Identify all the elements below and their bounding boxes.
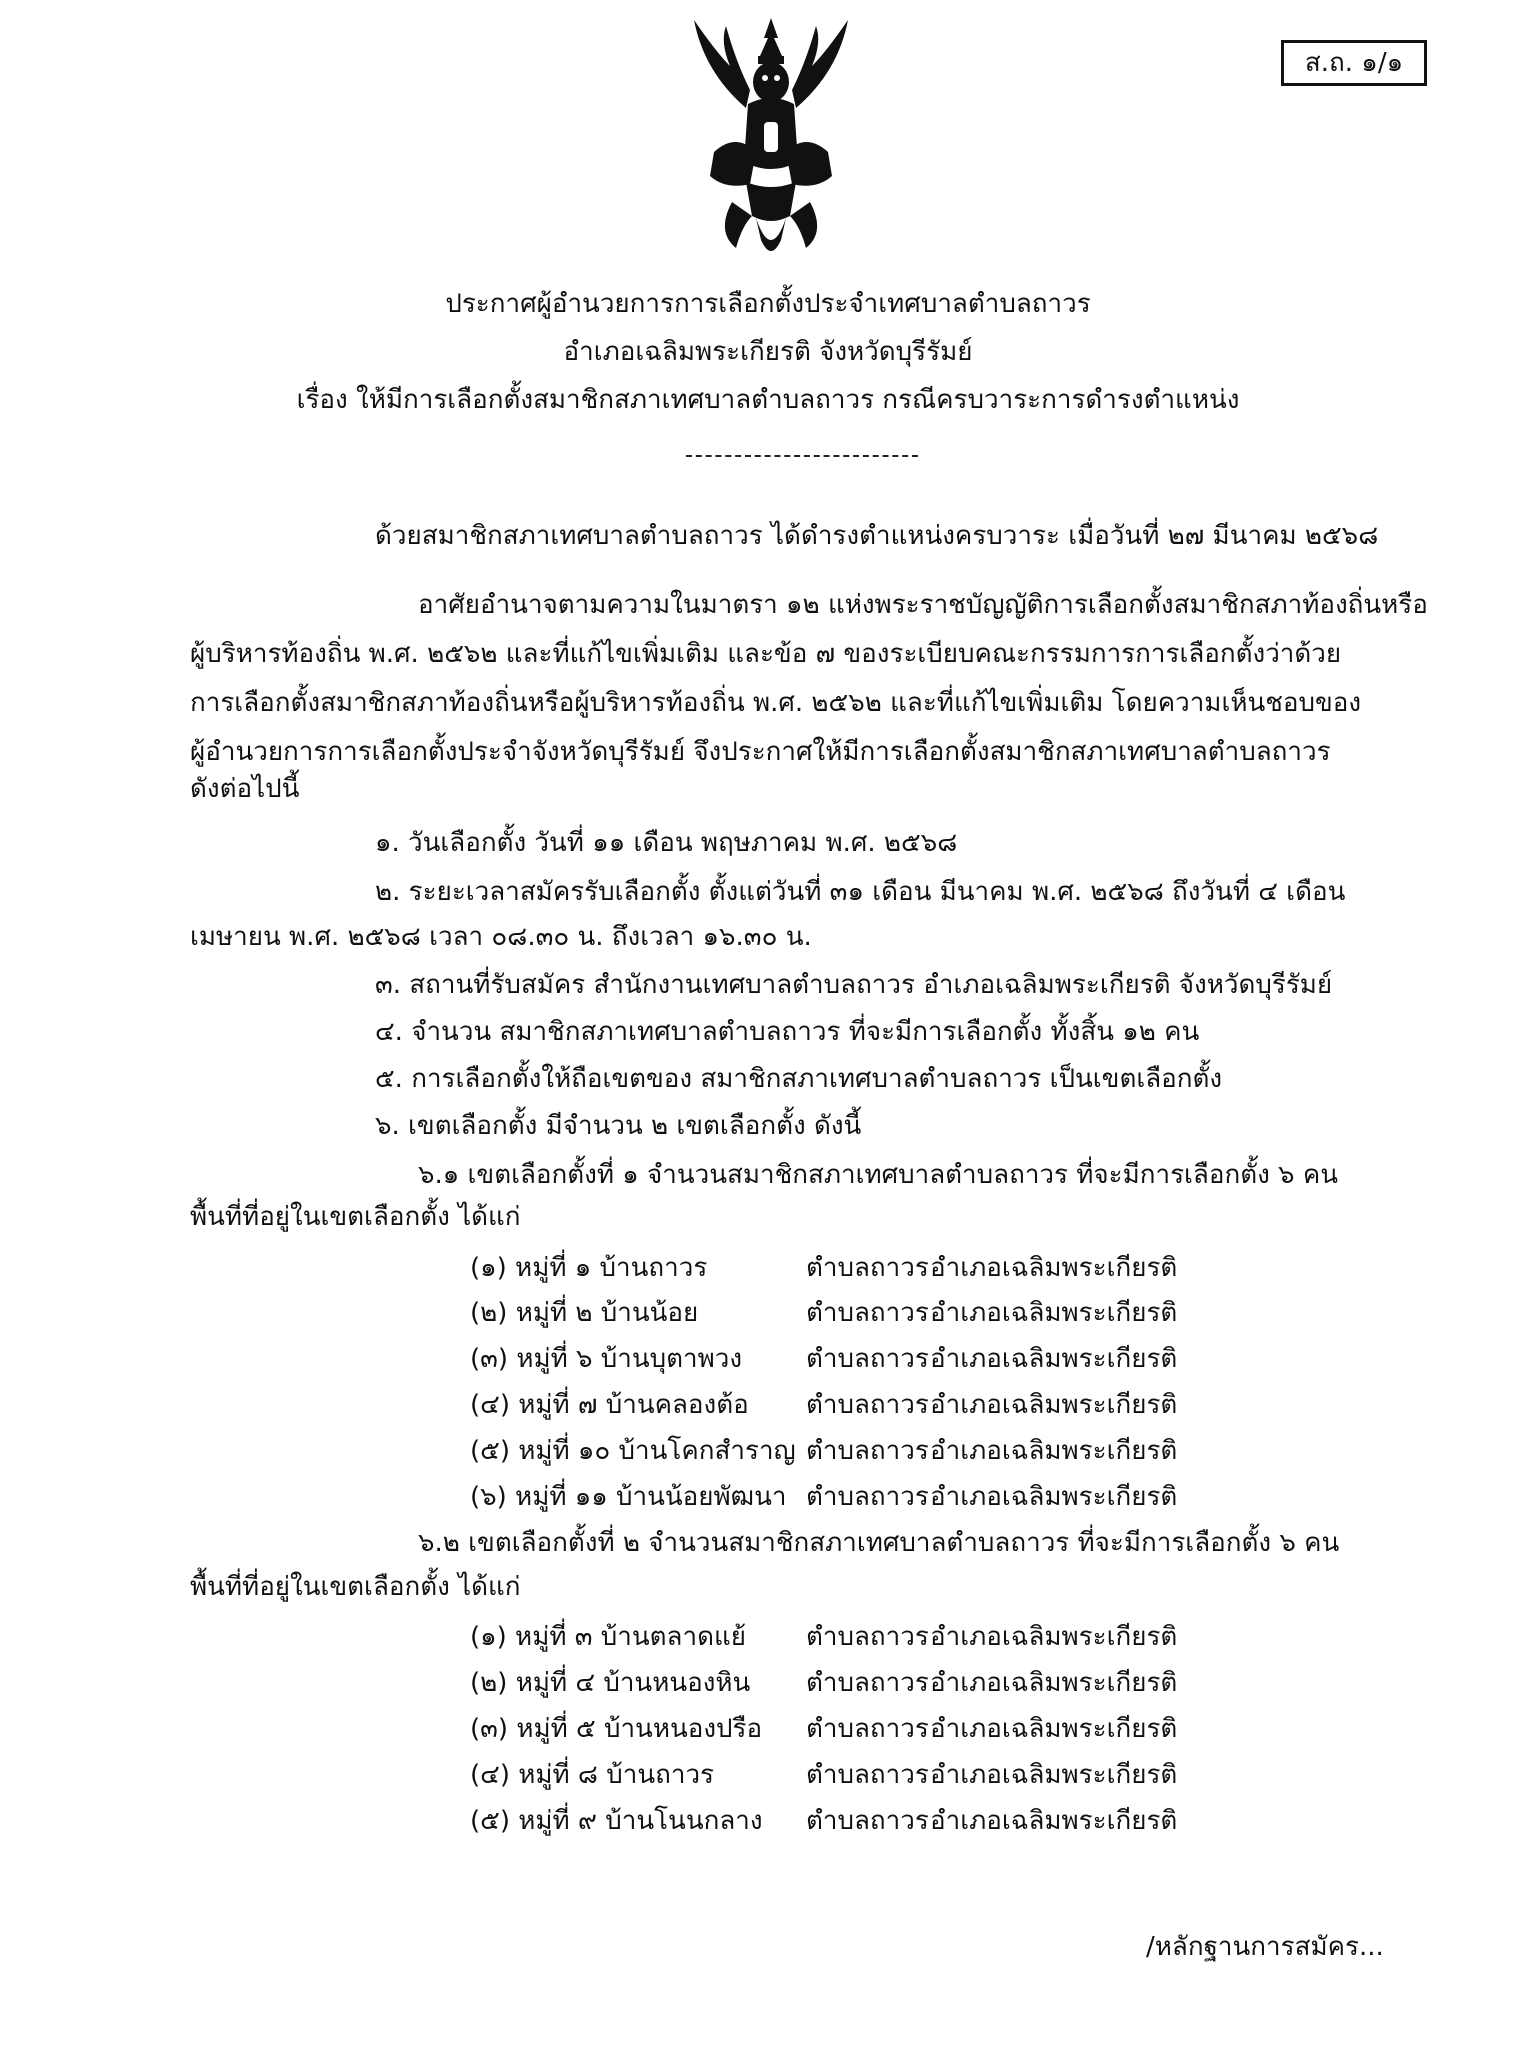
garuda-emblem-icon xyxy=(686,12,856,268)
paragraph-2-line-5: ดังต่อไปนี้ xyxy=(190,774,300,804)
subdistrict-name: ตำบลถาวร xyxy=(806,1714,929,1744)
district-name: อำเภอเฉลิมพระเกียรติ xyxy=(930,1344,1178,1374)
subdistrict-name: ตำบลถาวร xyxy=(806,1298,929,1328)
zone-1-heading: ๖.๑ เขตเลือกตั้งที่ ๑ จำนวนสมาชิกสภาเทศบาลตำบลถาวร ที่จะมีการเลือกตั้ง ๖ คน xyxy=(418,1160,1338,1190)
paragraph-2-line-2: ผู้บริหารท้องถิ่น พ.ศ. ๒๕๖๒ และที่แก้ไขเพิ่มเติม และข้อ ๗ ของระเบียบคณะกรรมการการเลือกตั้งว่าด้วย xyxy=(190,639,1342,669)
zone-1-area-label: พื้นที่ที่อยู่ในเขตเลือกตั้ง ได้แก่ xyxy=(190,1202,521,1232)
village-name: (๕) หมู่ที่ ๑๐ บ้านโคกสำราญ xyxy=(470,1436,796,1466)
district-name: อำเภอเฉลิมพระเกียรติ xyxy=(930,1253,1178,1283)
village-name: (๑) หมู่ที่ ๑ บ้านถาวร xyxy=(470,1253,708,1283)
subdistrict-name: ตำบลถาวร xyxy=(806,1344,929,1374)
header-line-1: ประกาศผู้อำนวยการการเลือกตั้งประจำเทศบาลตำบลถาวร xyxy=(445,289,1091,319)
village-name: (๔) หมู่ที่ ๘ บ้านถาวร xyxy=(470,1760,715,1790)
subdistrict-name: ตำบลถาวร xyxy=(806,1760,929,1790)
item-5: ๕. การเลือกตั้งให้ถือเขตของ สมาชิกสภาเทศบาลตำบลถาวร เป็นเขตเลือกตั้ง xyxy=(375,1064,1223,1094)
district-name: อำเภอเฉลิมพระเกียรติ xyxy=(930,1668,1178,1698)
village-name: (๒) หมู่ที่ ๔ บ้านหนองหิน xyxy=(470,1668,751,1698)
village-name: (๔) หมู่ที่ ๗ บ้านคลองต้อ xyxy=(470,1390,749,1420)
district-name: อำเภอเฉลิมพระเกียรติ xyxy=(930,1760,1178,1790)
zone-2-area-label: พื้นที่ที่อยู่ในเขตเลือกตั้ง ได้แก่ xyxy=(190,1572,521,1602)
paragraph-2-line-3: การเลือกตั้งสมาชิกสภาท้องถิ่นหรือผู้บริหารท้องถิ่น พ.ศ. ๒๕๖๒ และที่แก้ไขเพิ่มเติม โดยความเห็นชอบของ xyxy=(190,688,1362,718)
subdistrict-name: ตำบลถาวร xyxy=(806,1668,929,1698)
village-name: (๖) หมู่ที่ ๑๑ บ้านน้อยพัฒนา xyxy=(470,1482,787,1512)
district-name: อำเภอเฉลิมพระเกียรติ xyxy=(930,1482,1178,1512)
form-code-box: ส.ถ. ๑/๑ xyxy=(1281,40,1427,86)
item-6: ๖. เขตเลือกตั้ง มีจำนวน ๒ เขตเลือกตั้ง ดังนี้ xyxy=(375,1111,862,1141)
village-name: (๓) หมู่ที่ ๕ บ้านหนองปรือ xyxy=(470,1714,763,1744)
subdistrict-name: ตำบลถาวร xyxy=(806,1253,929,1283)
item-4: ๔. จำนวน สมาชิกสภาเทศบาลตำบลถาวร ที่จะมีการเลือกตั้ง ทั้งสิ้น ๑๒ คน xyxy=(375,1017,1200,1047)
district-name: อำเภอเฉลิมพระเกียรติ xyxy=(930,1436,1178,1466)
item-3: ๓. สถานที่รับสมัคร สำนักงานเทศบาลตำบลถาวร อำเภอเฉลิมพระเกียรติ จังหวัดบุรีรัมย์ xyxy=(375,970,1333,1000)
item-1: ๑. วันเลือกตั้ง วันที่ ๑๑ เดือน พฤษภาคม พ.ศ. ๒๕๖๘ xyxy=(375,828,958,858)
item-2-line-1: ๒. ระยะเวลาสมัครรับเลือกตั้ง ตั้งแต่วันที่ ๓๑ เดือน มีนาคม พ.ศ. ๒๕๖๘ ถึงวันที่ ๔ เดือน xyxy=(375,877,1346,907)
header-subject: เรื่อง ให้มีการเลือกตั้งสมาชิกสภาเทศบาลตำบลถาวร กรณีครบวาระการดำรงตำแหน่ง xyxy=(296,385,1240,415)
paragraph-2-line-1: อาศัยอำนาจตามความในมาตรา ๑๒ แห่งพระราชบัญญัติการเลือกตั้งสมาชิกสภาท้องถิ่นหรือ xyxy=(418,590,1428,620)
continuation-note: /หลักฐานการสมัคร... xyxy=(1146,1932,1384,1962)
village-name: (๕) หมู่ที่ ๙ บ้านโนนกลาง xyxy=(470,1806,763,1836)
village-name: (๓) หมู่ที่ ๖ บ้านบุตาพวง xyxy=(470,1344,743,1374)
district-name: อำเภอเฉลิมพระเกียรติ xyxy=(930,1390,1178,1420)
subdistrict-name: ตำบลถาวร xyxy=(806,1390,929,1420)
subdistrict-name: ตำบลถาวร xyxy=(806,1806,929,1836)
district-name: อำเภอเฉลิมพระเกียรติ xyxy=(930,1806,1178,1836)
subdistrict-name: ตำบลถาวร xyxy=(806,1436,929,1466)
paragraph-1: ด้วยสมาชิกสภาเทศบาลตำบลถาวร ได้ดำรงตำแหน่งครบวาระ เมื่อวันที่ ๒๗ มีนาคม ๒๕๖๘ xyxy=(375,521,1379,551)
header-line-2: อำเภอเฉลิมพระเกียรติ จังหวัดบุรีรัมย์ xyxy=(563,337,973,367)
district-name: อำเภอเฉลิมพระเกียรติ xyxy=(930,1622,1178,1652)
district-name: อำเภอเฉลิมพระเกียรติ xyxy=(930,1298,1178,1328)
paragraph-2-line-4: ผู้อำนวยการการเลือกตั้งประจำจังหวัดบุรีรัมย์ จึงประกาศให้มีการเลือกตั้งสมาชิกสภาเทศบาลตำบลถาวร xyxy=(190,737,1331,767)
header-divider xyxy=(686,455,918,457)
village-name: (๑) หมู่ที่ ๓ บ้านตลาดแย้ xyxy=(470,1622,746,1652)
subdistrict-name: ตำบลถาวร xyxy=(806,1482,929,1512)
zone-2-heading: ๖.๒ เขตเลือกตั้งที่ ๒ จำนวนสมาชิกสภาเทศบาลตำบลถาวร ที่จะมีการเลือกตั้ง ๖ คน xyxy=(418,1528,1340,1558)
subdistrict-name: ตำบลถาวร xyxy=(806,1622,929,1652)
village-name: (๒) หมู่ที่ ๒ บ้านน้อย xyxy=(470,1298,699,1328)
district-name: อำเภอเฉลิมพระเกียรติ xyxy=(930,1714,1178,1744)
item-2-line-2: เมษายน พ.ศ. ๒๕๖๘ เวลา ๐๘.๓๐ น. ถึงเวลา ๑๖.๓๐ น. xyxy=(190,922,812,952)
